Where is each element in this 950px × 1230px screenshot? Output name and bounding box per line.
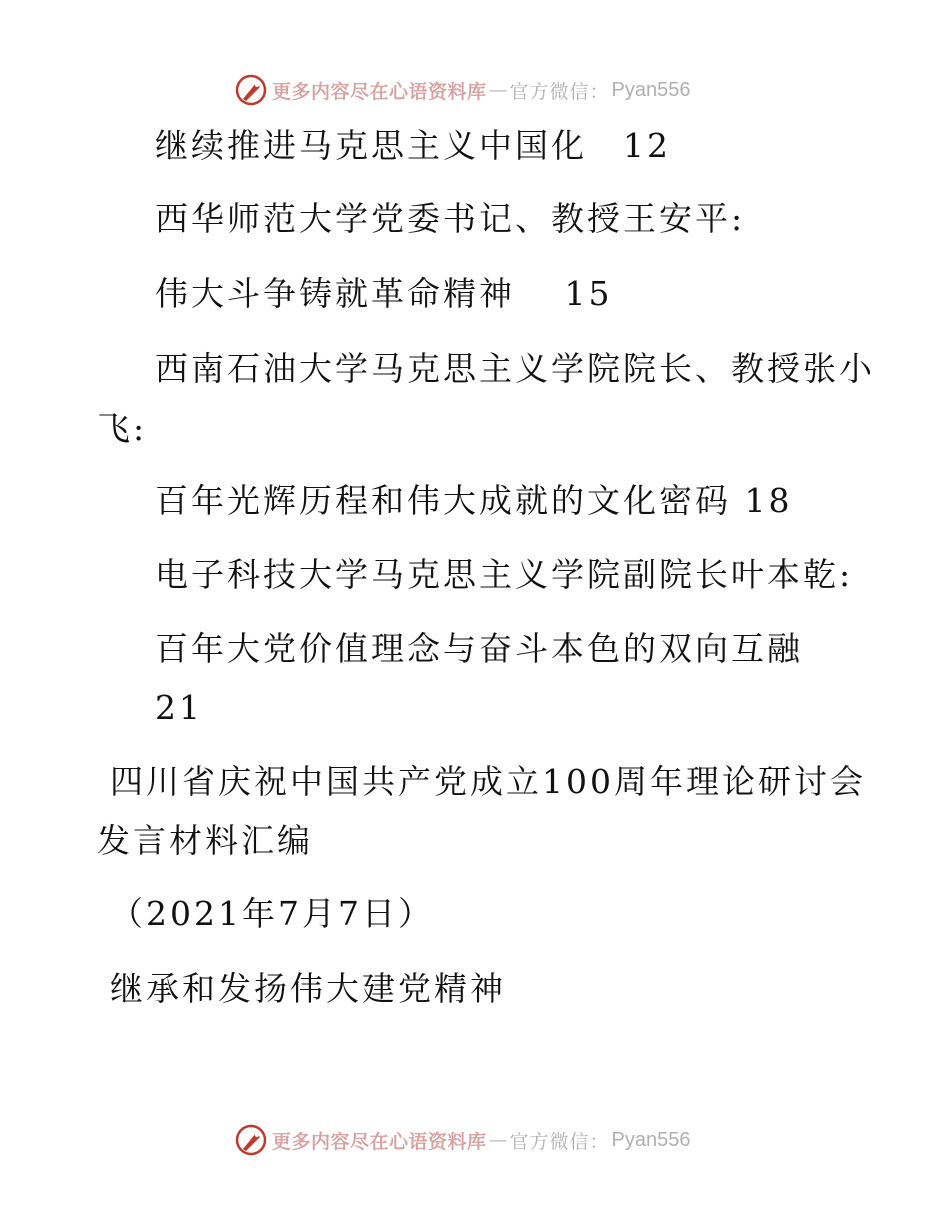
toc-line-5: 飞: <box>97 409 148 448</box>
section-heading: 继承和发扬伟大建党精神 <box>110 969 506 1008</box>
toc-line-4: 西南石油大学马克思主义学院院长、教授张小 <box>155 349 875 388</box>
document-date: （2021年7月7日） <box>110 894 434 933</box>
toc-line-9: 21 <box>155 688 203 727</box>
fountain-pen-logo-icon <box>234 1123 268 1157</box>
document-title-line-1: 四川省庆祝中国共产党成立100周年理论研讨会 <box>110 762 866 801</box>
toc-line-3: 伟大斗争铸就革命精神 15 <box>155 274 613 313</box>
watermark-main-text: 更多内容尽在心语资料库 <box>272 80 487 103</box>
toc-line-8: 百年大党价值理念与奋斗本色的双向互融 <box>155 629 803 668</box>
watermark-footer <box>234 1122 691 1158</box>
watermark-dash: — <box>488 1129 508 1151</box>
watermark-main-text: 更多内容尽在心语资料库 <box>272 1130 487 1153</box>
toc-line-2: 西华师范大学党委书记、教授王安平: <box>155 199 746 238</box>
document-title-line-2: 发言材料汇编 <box>97 821 313 860</box>
fountain-pen-logo-icon <box>234 73 268 107</box>
watermark-wechat-label: 官方微信： <box>509 1130 610 1153</box>
watermark-wechat-id: Pyan556 <box>611 1128 691 1151</box>
watermark-dash: — <box>488 79 508 101</box>
toc-line-6: 百年光辉历程和伟大成就的文化密码 18 <box>155 481 793 520</box>
watermark-wechat-label: 官方微信： <box>509 80 610 103</box>
watermark-wechat-id: Pyan556 <box>611 78 691 101</box>
toc-line-1: 继续推进马克思主义中国化 12 <box>155 126 671 165</box>
toc-line-7: 电子科技大学马克思主义学院副院长叶本乾: <box>155 555 854 594</box>
watermark-header <box>234 72 691 108</box>
